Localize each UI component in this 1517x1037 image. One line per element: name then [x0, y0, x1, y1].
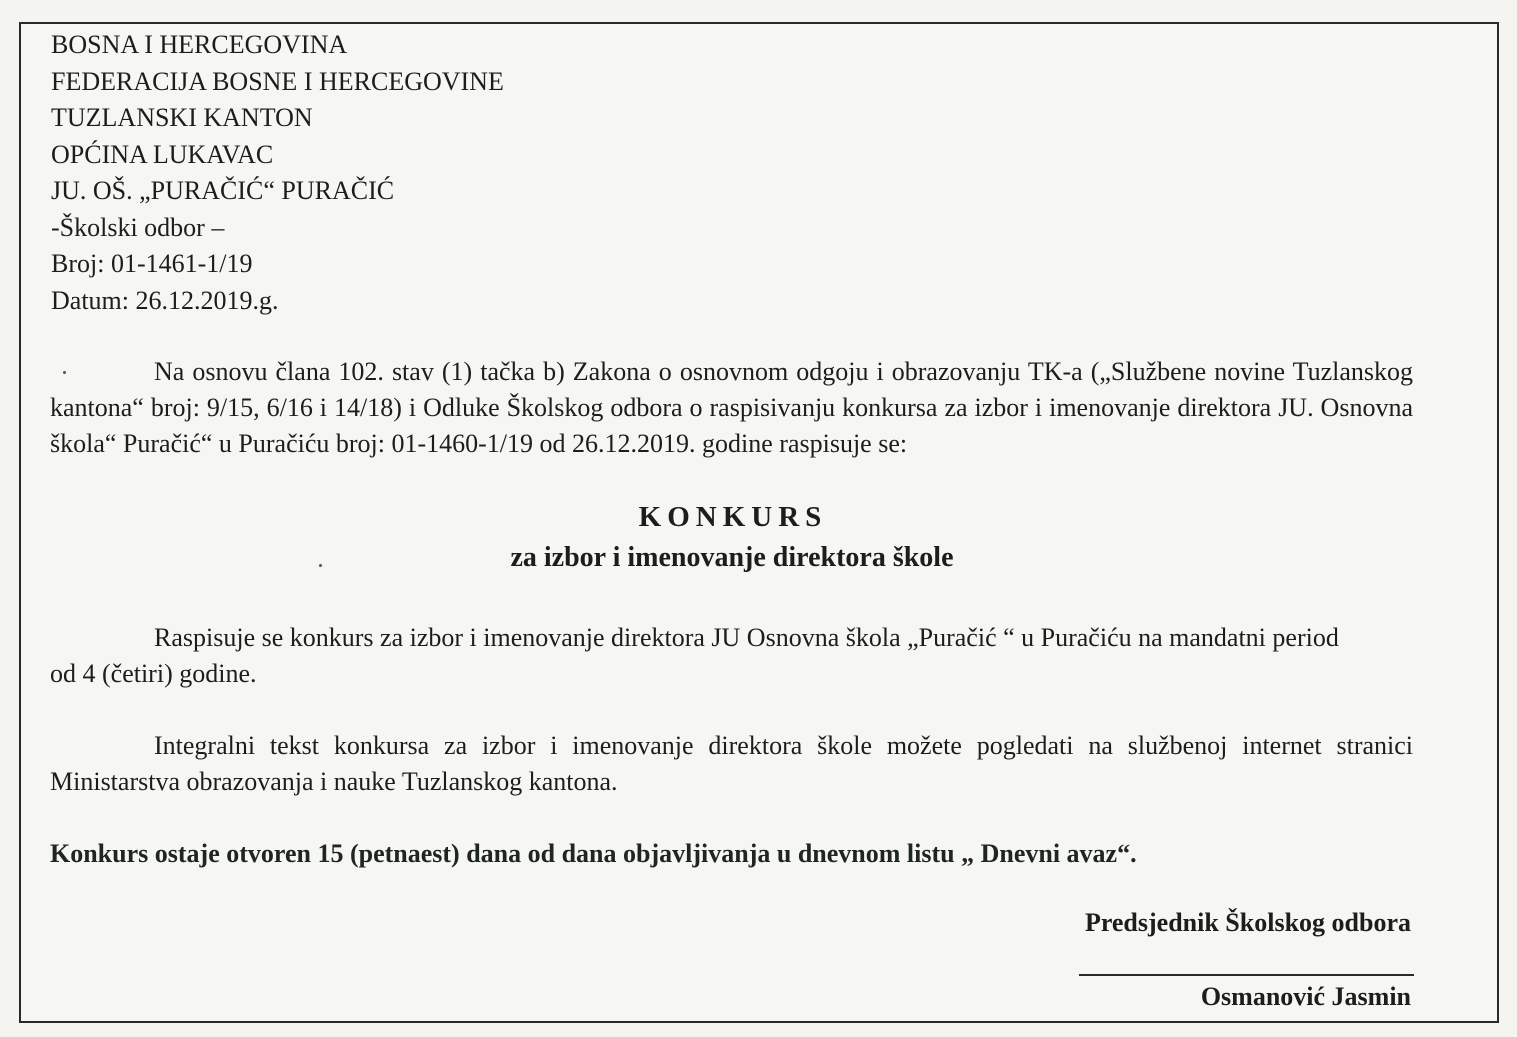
letterhead — [51, 27, 504, 319]
intro-paragraph: Na osnovu člana 102. stav (1) tačka b) Zakona o osnovnom odgoju i obrazovanju TK-a („Službene novine Tuzlanskog kantona“ broj: 9/15, 6/16 i 14/18) i Odluke Školskog odbora o raspisivanju konkursa za izbor i imenovanje direktora JU. Osnovna škola“ Puračić“ u Puračiću broj: 01-1460-1/19 od 26.12.2019. godine raspisuje se: — [50, 357, 1413, 458]
letterhead-municipality: OPĆINA LUKAVAC — [51, 139, 274, 169]
announcement-paragraph: Raspisuje se konkurs za izbor i imenovanje direktora JU Osnovna škola „Puračić “ u Puračiću na mandatni period od 4 (četiri) godine. — [50, 623, 1339, 688]
letterhead-board: -Školski odbor – — [51, 212, 225, 242]
letterhead-school: JU. OŠ. „PURAČIĆ“ PURAČIĆ — [51, 176, 395, 205]
signatory-name: Osmanović Jasmin — [1200, 982, 1411, 1011]
letterhead-canton: TUZLANSKI KANTON — [51, 103, 313, 132]
letterhead-federation: FEDERACIJA BOSNE I HERCEGOVINE — [51, 66, 504, 96]
document-date: Datum: 26.12.2019.g. — [51, 285, 279, 315]
document-number: Broj: 01-1461-1/19 — [51, 249, 253, 278]
document-frame — [19, 22, 1499, 1023]
signatory-title: Predsjednik Školskog odbora — [1084, 908, 1411, 937]
integral-text-paragraph: Integralni tekst konkursa za izbor i imenovanje direktora škole možete pogledati na službenoj internet stranici Ministarstva obrazovanja i nauke Tuzlanskog kantona. — [50, 731, 1413, 796]
letterhead-country: BOSNA I HERCEGOVINA — [51, 30, 348, 59]
closing-notice: Konkurs ostaje otvoren 15 (petnaest) dana od dana objavljivanja u dnevnom listu „ Dnevni avaz“. — [50, 839, 1137, 868]
konkurs-title: KONKURS — [638, 501, 828, 533]
konkurs-subtitle: za izbor i imenovanje direktora škole — [510, 542, 954, 573]
signature-line — [1079, 974, 1414, 976]
